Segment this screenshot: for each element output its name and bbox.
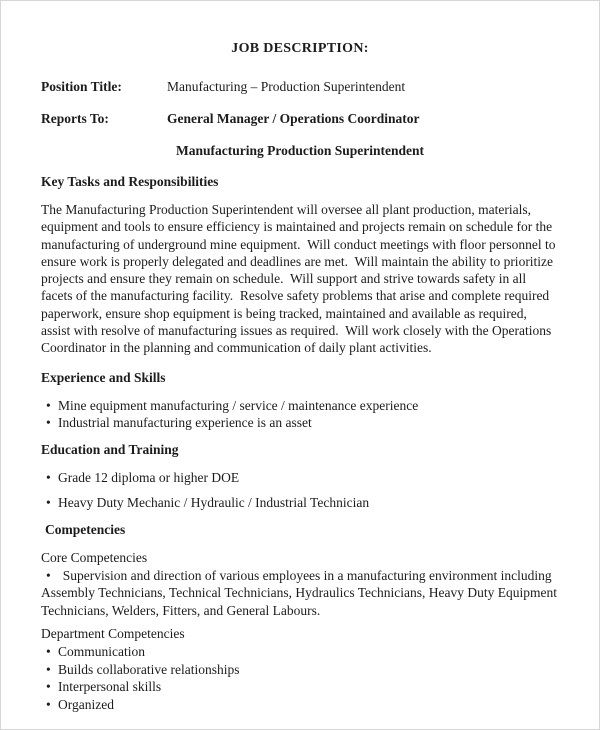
bullet-icon: •	[46, 469, 51, 485]
experience-item-text: Industrial manufacturing experience is an asset	[58, 415, 312, 431]
experience-list	[41, 397, 559, 432]
education-item-text: Grade 12 diploma or higher DOE	[58, 469, 240, 485]
department-item-text: Communication	[58, 644, 145, 660]
bullet-icon: •	[46, 661, 51, 677]
list-item	[41, 696, 559, 714]
list-item	[41, 469, 559, 487]
reports-to-value: General Manager / Operations Coordinator	[167, 111, 420, 126]
core-competencies-item-text: Supervision and direction of various employees in a manufacturing environment including Assembly Technicians, Technical Technicians, Hydraulics Technicians, Heavy Duty Equipment Technicians, Welders, Fitters, and General Labours.	[41, 567, 557, 618]
reports-to-label: Reports To:	[41, 111, 109, 126]
list-item	[41, 643, 559, 661]
list-item	[41, 414, 559, 432]
bullet-icon: •	[46, 679, 51, 695]
experience-heading: Experience and Skills	[41, 369, 166, 385]
bullet-icon: •	[46, 397, 51, 413]
document-subtitle: Manufacturing Production Superintendent	[175, 143, 425, 158]
experience-item-text: Mine equipment manufacturing / service / maintenance experience	[58, 397, 419, 413]
list-item	[41, 494, 559, 512]
position-title-value: Manufacturing – Production Superintendent	[167, 79, 406, 94]
core-competencies-item	[41, 567, 559, 619]
list-item	[41, 678, 559, 696]
core-competencies-label: Core Competencies	[41, 549, 148, 565]
bullet-icon: •	[46, 415, 51, 431]
list-item	[41, 397, 559, 415]
bullet-icon: •	[46, 644, 51, 660]
department-competencies-label: Department Competencies	[41, 625, 185, 641]
bullet-icon: •	[46, 495, 51, 511]
reports-to-row	[41, 110, 559, 127]
key-tasks-paragraph: The Manufacturing Production Superintendent will oversee all plant production, materials, equipment and tools to ensure efficiency is maintained and projects remain on schedule for the manufacturing of underground mine equipment. Will conduct meetings with floor personnel to ensure work is properly delegated and deadlines are met. Will maintain the ability to prioritize projects and ensure they remain on schedule. Will support and strive towards safety in all facets of the manufacturing facility. Resolve safety problems that arise and complete required paperwork, ensure shop equipment is being tracked, maintained and available as required, assist with resolve of manufacturing issues as required. Will work closely with the Operations Coordinator in the planning and communication of daily plant activities.	[41, 202, 559, 356]
bullet-icon: •	[46, 696, 51, 712]
document-content	[1, 1, 599, 713]
education-item-text: Heavy Duty Mechanic / Hydraulic / Industrial Technician	[58, 495, 370, 511]
position-title-label: Position Title:	[41, 79, 122, 94]
position-title-row	[41, 78, 559, 95]
education-heading: Education and Training	[41, 441, 179, 457]
department-item-text: Builds collaborative relationships	[58, 661, 240, 677]
list-item	[41, 661, 559, 679]
document-title: JOB DESCRIPTION:	[231, 41, 369, 56]
department-item-text: Organized	[58, 696, 114, 712]
department-item-text: Interpersonal skills	[58, 679, 162, 695]
department-competencies-list	[41, 643, 559, 713]
key-tasks-heading: Key Tasks and Responsibilities	[41, 174, 219, 189]
competencies-heading: Competencies	[45, 521, 126, 537]
education-list	[41, 469, 559, 512]
bullet-icon: •	[46, 567, 51, 583]
